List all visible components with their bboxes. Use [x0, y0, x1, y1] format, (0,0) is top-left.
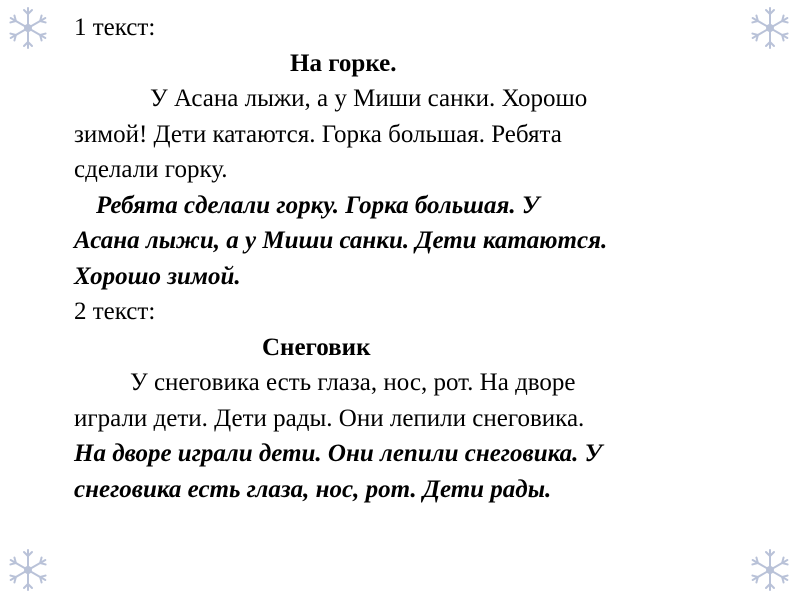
- text1-plain-line: сделали горку.: [74, 156, 228, 183]
- snowflake-icon: [6, 6, 50, 50]
- text1-ordered-line: Асана лыжи, а у Миши санки. Дети катаются.: [74, 227, 608, 254]
- text2-plain-line: У снеговика есть глаза, нос, рот. На дворе: [130, 369, 576, 396]
- text2-heading: 2 текст:: [74, 298, 156, 325]
- snowflake-icon: [748, 548, 792, 592]
- text1-ordered-line: Хорошо зимой.: [74, 262, 241, 290]
- snowflake-icon: [6, 548, 50, 592]
- text2-title: Снеговик: [262, 333, 371, 361]
- text2-ordered-line: снеговика есть глаза, нос, рот. Дети рады.: [74, 475, 552, 503]
- text2-plain-line: играли дети. Дети рады. Они лепили снеговика.: [74, 404, 585, 432]
- text2-ordered-line: На дворе играли дети. Они лепили снеговика. У: [74, 440, 603, 467]
- text1-plain-line: У Асана лыжи, а у Миши санки. Хорошо: [150, 85, 588, 112]
- text1-ordered-line: Ребята сделали горку. Горка большая. У: [96, 191, 540, 219]
- snowflake-icon: [6, 548, 50, 592]
- text1-title: На горке.: [290, 49, 397, 77]
- text1-plain-line: зимой! Дети катаются. Горка большая. Ребята: [74, 120, 562, 148]
- text1-heading: 1 текст:: [74, 14, 156, 41]
- snowflake-icon: [6, 6, 50, 50]
- snowflake-icon: [748, 6, 792, 50]
- snowflake-icon: [748, 548, 792, 592]
- snowflake-icon: [748, 6, 792, 50]
- text-content: [74, 10, 754, 507]
